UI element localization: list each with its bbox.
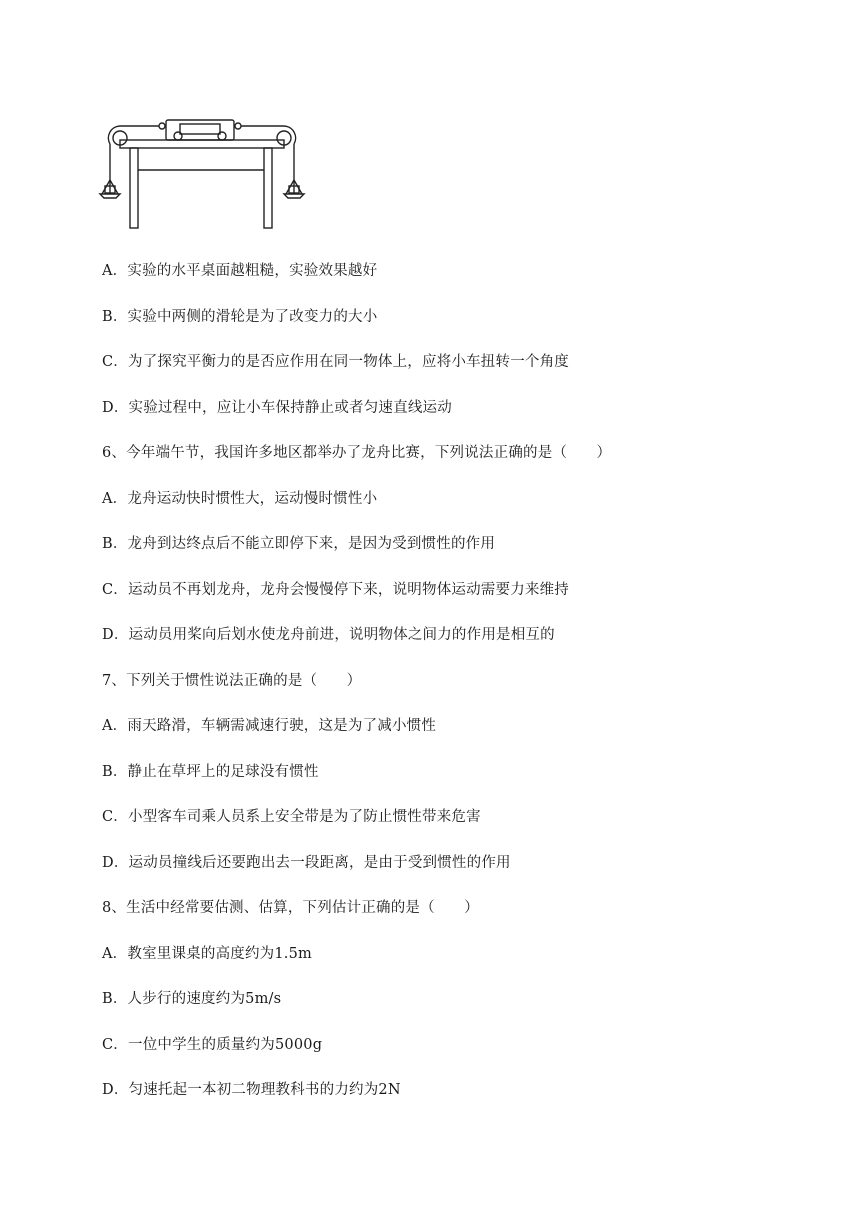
weight-pan-left xyxy=(100,180,120,198)
weight-pan-right xyxy=(284,180,304,198)
q6-option-b: B．龙舟到达终点后不能立即停下来，是因为受到惯性的作用 xyxy=(102,536,496,552)
q7-option-b: B．静止在草坪上的足球没有惯性 xyxy=(102,764,319,780)
q7-option-d: D．运动员撞线后还要跑出去一段距离，是由于受到惯性的作用 xyxy=(102,855,511,871)
table-top xyxy=(120,140,284,148)
q8-option-c: C．一位中学生的质量约为5000g xyxy=(102,1037,323,1053)
table-leg-right xyxy=(264,148,272,228)
cart-window xyxy=(180,124,220,134)
q8-option-d: D．匀速托起一本初二物理教科书的力约为2N xyxy=(102,1082,401,1098)
cart-hook-left xyxy=(159,123,165,129)
cart-wheel-right xyxy=(218,132,226,140)
q5-option-c: C．为了探究平衡力的是否应作用在同一物体上，应将小车扭转一个角度 xyxy=(102,354,569,370)
q7-stem: 7、下列关于惯性说法正确的是（ ） xyxy=(102,673,362,689)
cart-hook-right xyxy=(235,123,241,129)
cart-body xyxy=(166,120,234,140)
q5-option-b: B．实验中两侧的滑轮是为了改变力的大小 xyxy=(102,309,378,325)
experiment-figure xyxy=(98,112,308,232)
cart-wheel-left xyxy=(174,132,182,140)
q8-option-a: A．教室里课桌的高度约为1.5m xyxy=(102,946,312,962)
q6-option-a: A．龙舟运动快时惯性大，运动慢时惯性小 xyxy=(102,491,378,507)
q7-option-a: A．雨天路滑，车辆需减速行驶，这是为了减小惯性 xyxy=(102,718,437,734)
q6-option-c: C．运动员不再划龙舟，龙舟会慢慢停下来，说明物体运动需要力来维持 xyxy=(102,582,569,598)
q8-option-b: B．人步行的速度约为5m/s xyxy=(102,991,282,1007)
q6-stem: 6、今年端午节，我国许多地区都举办了龙舟比赛，下列说法正确的是（ ） xyxy=(102,445,612,461)
q5-option-a: A．实验的水平桌面越粗糙，实验效果越好 xyxy=(102,263,378,279)
q6-option-d: D．运动员用桨向后划水使龙舟前进，说明物体之间力的作用是相互的 xyxy=(102,627,555,643)
q7-option-c: C．小型客车司乘人员系上安全带是为了防止惯性带来危害 xyxy=(102,809,481,825)
table-leg-left xyxy=(130,148,138,228)
q8-stem: 8、生活中经常要估测、估算，下列估计正确的是（ ） xyxy=(102,900,479,916)
q5-option-d: D．实验过程中，应让小车保持静止或者匀速直线运动 xyxy=(102,400,452,416)
